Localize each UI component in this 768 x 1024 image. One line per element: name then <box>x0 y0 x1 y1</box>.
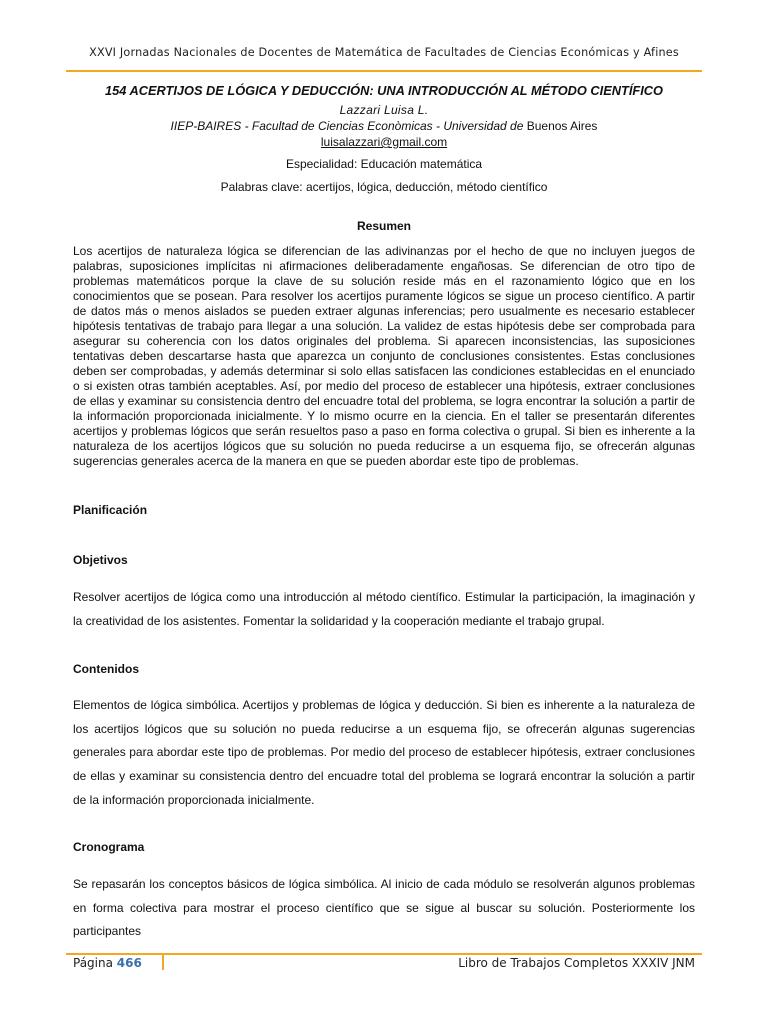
page-label: Página <box>73 956 113 970</box>
abstract-heading: Resumen <box>356 219 412 233</box>
header-rule <box>66 70 702 72</box>
footer-page <box>73 954 156 972</box>
section-heading-cronograma: Cronograma <box>73 840 145 854</box>
contenidos-text: Elementos de lógica simbólica. Acertijos y problemas de lógica y deducción. Si bien es inherente a la naturaleza de los acertijos lógicos que su solución no pueda reducirse a un esquema fijo, se ofrecerán algunas sugerencias generales para abordar este tipo de problemas. Por medio del proceso de establecer hipótesis, extraer conclusiones de ellas y examinar su consistencia dentro del encuadre total del problema se logrará encontrar la solución a partir de la información proporcionada inicialmente. <box>73 698 695 807</box>
book-title: Libro de Trabajos Completos XXXIV JNM <box>458 956 695 970</box>
page-number: 466 <box>116 956 142 970</box>
email-link[interactable]: luisalazzari@gmail.com <box>320 135 448 149</box>
cronograma-text: Se repasarán los conceptos básicos de lógica simbólica. Al inicio de cada módulo se resolverán algunos problemas en forma colectiva para mostrar el proceso científico que se sigue al buscar su solución. Posteriormente los participantes <box>73 877 695 939</box>
affiliation-city: Buenos Aires <box>526 119 598 133</box>
section-heading-contenidos: Contenidos <box>73 662 139 676</box>
paper-title: 154 ACERTIJOS DE LÓGICA Y DEDUCCIÓN: UNA INTRODUCCIÓN AL MÉTODO CIENTÍFICO <box>105 83 663 98</box>
author-name: Lazzari Luisa L. <box>339 103 429 117</box>
affiliation-institution: IIEP-BAIRES - Facultad de Ciencias Econòmicas - Universidad de <box>170 119 524 133</box>
footer-divider <box>162 954 164 970</box>
affiliation <box>0 119 768 133</box>
objetivos-text: Resolver acertijos de lógica como una introducción al método científico. Estimular la participación, la imaginación y la creatividad de los asistentes. Fomentar la solidaridad y la cooperación mediante el trabajo grupal. <box>73 590 695 628</box>
abstract-text: Los acertijos de naturaleza lógica se diferencian de las adivinanzas por el hecho de que no incluyen juegos de palabras, suposiciones implícitas ni afirmaciones deliberadamente engañosas. Se diferencian de otro tipo de problemas matemáticos porque la clave de su solución reside más en el razonamiento lógico que en los conocimientos que se posean. Para resolver los acertijos puramente lógicos se sigue un proceso científico. A partir de datos más o menos aislados se pueden extraer algunas inferencias; pero usualmente es necesario establecer hipótesis tentativas de trabajo para llegar a una solución. La validez de estas hipótesis debe ser comprobada para asegurar su coherencia con los datos originales del problema. Si aparecen inconsistencias, las suposiciones tentativas deben descartarse hasta que aparezca un conjunto de conclusiones consistentes. Estas conclusiones deben ser comprobadas, y además determinar si solo ellas satisfacen las condiciones establecidas en el enunciado o si existen otras también aceptables. Así, por medio del proceso de establecer una hipótesis, extraer conclusiones de ellas y examinar su consistencia dentro del encuadre total del problema, se logra encontrar la solución a partir de la información proporcionada inicialmente. Y lo mismo ocurre en la ciencia. En el taller se presentarán diferentes acertijos y problemas lógicos que serán resueltos paso a paso en forma colectiva o grupal. Si bien es inherente a la naturaleza de los acertijos lógicos que su solución no pueda reducirse a un esquema fijo, se ofrecerán algunas sugerencias generales acerca de la manera en que se pueden abordar este tipo de problemas. <box>73 244 695 468</box>
running-header: XXVI Jornadas Nacionales de Docentes de Matemática de Facultades de Ciencias Económicas y Afines <box>89 46 679 59</box>
keywords: Palabras clave: acertijos, lógica, deducción, método científico <box>220 180 548 194</box>
section-heading-objetivos: Objetivos <box>73 553 128 567</box>
author-email <box>0 135 768 149</box>
section-heading-planificacion: Planificación <box>73 503 148 517</box>
specialty: Especialidad: Educación matemática <box>285 157 483 171</box>
